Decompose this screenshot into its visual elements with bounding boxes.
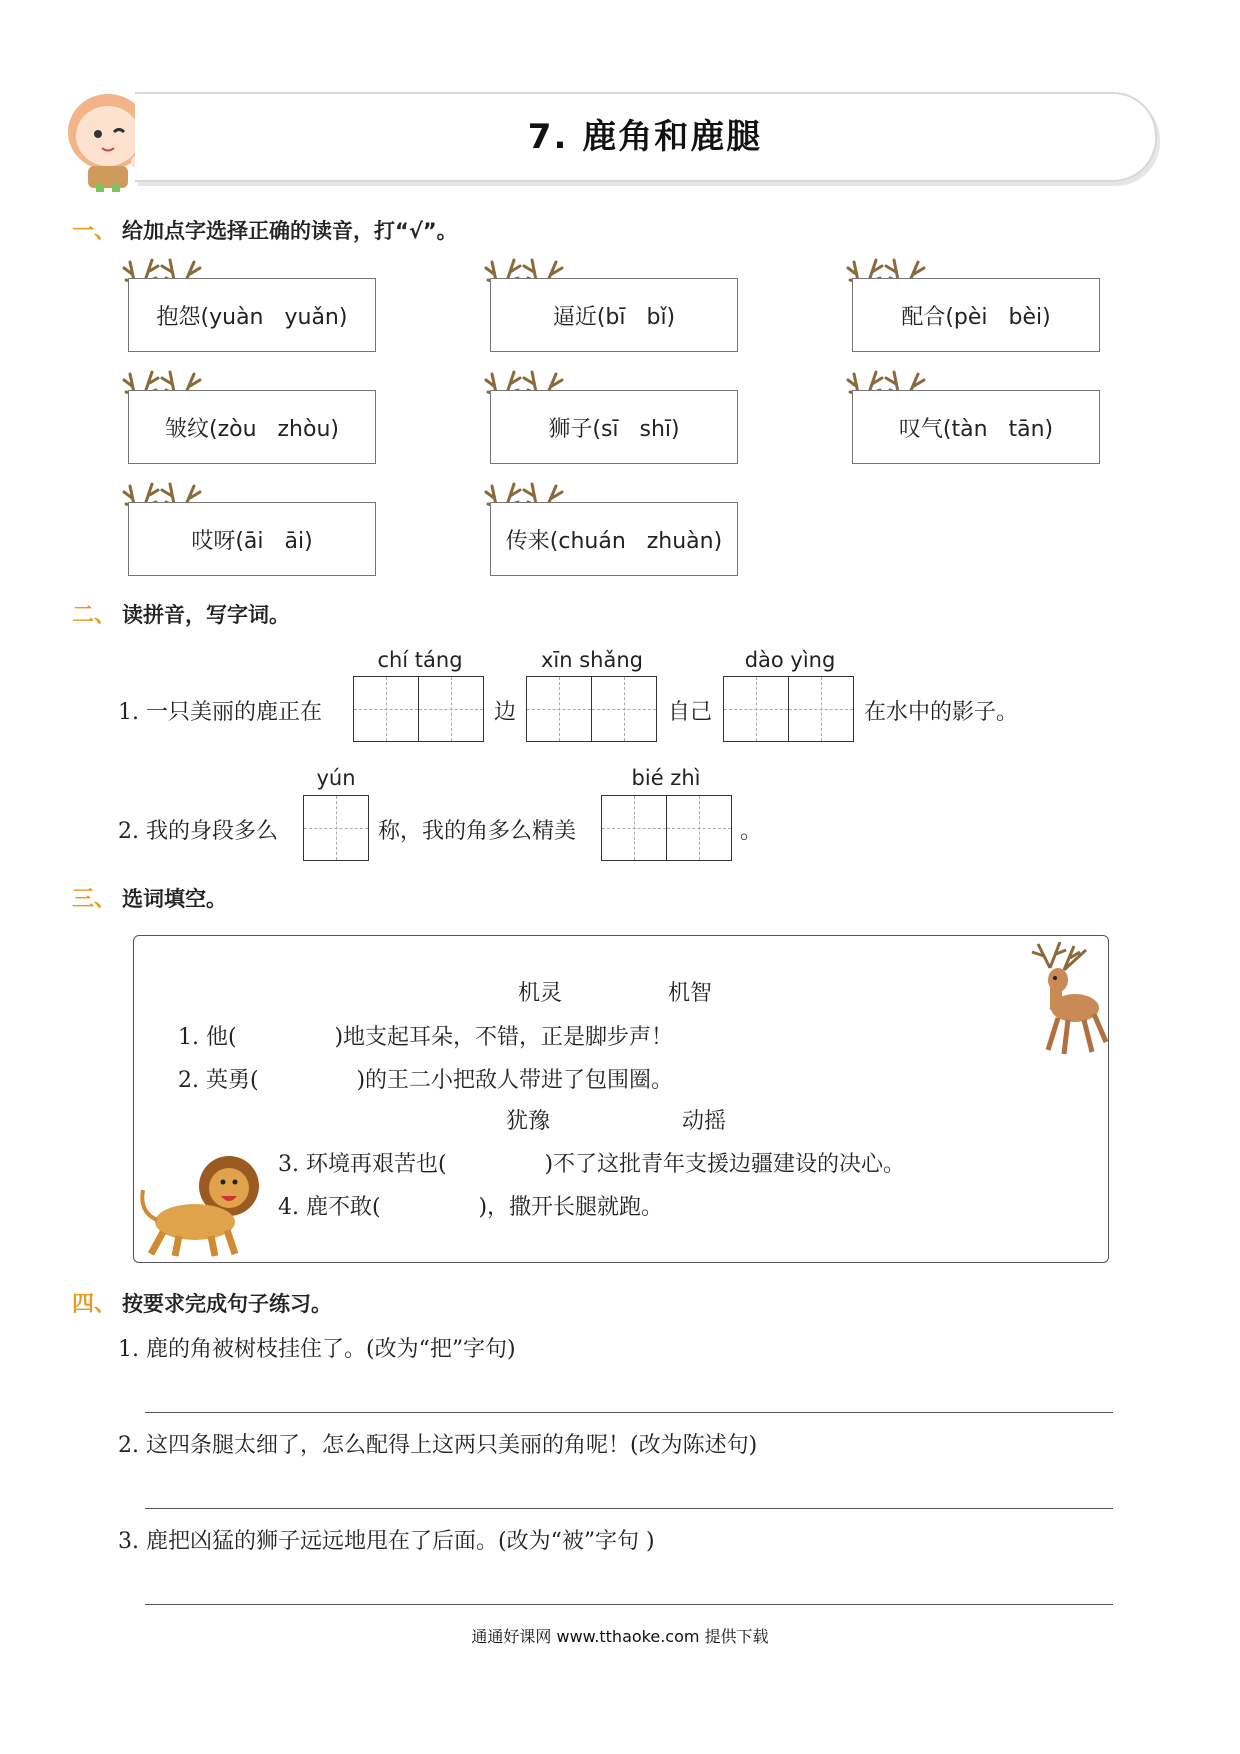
q1-pinyin-1: chí táng (377, 648, 463, 672)
pronunciation-item[interactable] (128, 390, 376, 464)
writing-cell[interactable] (601, 795, 667, 861)
section-2-text: 读拼音，写字词。 (122, 602, 291, 627)
writing-cell[interactable] (526, 676, 592, 742)
section-3-number: 三、 (72, 887, 117, 912)
q1-writing-box-1[interactable] (353, 676, 484, 742)
q2-writing-box-2[interactable] (601, 795, 732, 861)
q2-suffix: 。 (740, 819, 763, 844)
section-4-number: 四、 (72, 1292, 117, 1317)
fill-sentence-4: 4. 鹿不敢( )，撒开长腿就跑。 (278, 1195, 664, 1220)
fill-sentence-1: 1. 他( )地支起耳朵，不错，正是脚步声！ (178, 1025, 674, 1050)
pronunciation-item[interactable] (490, 278, 738, 352)
section-2-heading (72, 598, 290, 629)
q1-writing-box-2[interactable] (526, 676, 657, 742)
pronunciation-text: 狮子(sī shī) (548, 416, 680, 442)
section-1-text: 给加点字选择正确的读音，打“√”。 (122, 218, 458, 243)
q2-writing-box-1[interactable] (303, 795, 369, 861)
q1-mid-2: 自己 (668, 700, 713, 725)
fill-sentence-3: 3. 环境再艰苦也( )不了这批青年支援边疆建设的决心。 (278, 1152, 906, 1177)
writing-cell[interactable] (353, 676, 419, 742)
word-option-dongyao: 动摇 (682, 1109, 727, 1134)
writing-cell[interactable] (789, 676, 854, 742)
q2-pinyin-1: yún (316, 766, 356, 790)
answer-line-3[interactable] (145, 1604, 1113, 1605)
pronunciation-text: 传来(chuán zhuàn) (505, 528, 723, 554)
word-option-youyu: 犹豫 (506, 1109, 551, 1134)
section-1-number: 一、 (72, 219, 117, 244)
pronunciation-text: 哎呀(āi āi) (191, 528, 313, 554)
pronunciation-item[interactable] (852, 278, 1100, 352)
pronunciation-item[interactable] (490, 502, 738, 576)
q1-suffix: 在水中的影子。 (864, 700, 1019, 725)
q1-pinyin-3: dào yìng (744, 648, 836, 672)
section-2-number: 二、 (72, 603, 117, 628)
deer-illustration (1020, 938, 1110, 1058)
lion-illustration (135, 1150, 265, 1260)
sentence-task-3: 3. 鹿把凶猛的狮子远远地甩在了后面。(改为“被”字句 ) (118, 1529, 655, 1554)
title-banner (135, 92, 1157, 182)
answer-line-1[interactable] (145, 1412, 1113, 1413)
page-title: 7. 鹿角和鹿腿 (527, 117, 763, 157)
q1-pinyin-2: xīn shǎng (540, 648, 643, 672)
section-3-heading (72, 882, 227, 913)
word-option-jiling: 机灵 (518, 981, 563, 1006)
writing-cell[interactable] (419, 676, 484, 742)
sentence-task-1: 1. 鹿的角被树枝挂住了。(改为“把”字句) (118, 1337, 516, 1362)
q1-writing-box-3[interactable] (723, 676, 854, 742)
pronunciation-item[interactable] (128, 502, 376, 576)
pronunciation-text: 逼近(bī bǐ) (552, 304, 676, 330)
section-4-heading (72, 1287, 332, 1318)
section-1-heading (72, 214, 458, 245)
pronunciation-text: 叹气(tàn tān) (898, 416, 1054, 442)
section-3-text: 选词填空。 (122, 886, 228, 911)
pronunciation-item[interactable] (128, 278, 376, 352)
answer-line-2[interactable] (145, 1508, 1113, 1509)
word-option-jizhi: 机智 (668, 981, 713, 1006)
writing-cell[interactable] (303, 795, 369, 861)
fill-sentence-2: 2. 英勇( )的王二小把敌人带进了包围圈。 (178, 1068, 674, 1093)
writing-cell[interactable] (667, 795, 732, 861)
q2-prefix: 2. 我的身段多么 (118, 819, 278, 844)
footer-credit: 通通好课网 www.tthaoke.com 提供下载 (471, 1627, 769, 1646)
q2-mid-1: 称，我的角多么精美 (378, 819, 577, 844)
q1-mid-1: 边 (494, 700, 517, 725)
q1-prefix: 1. 一只美丽的鹿正在 (118, 700, 322, 725)
pronunciation-text: 配合(pèi bèi) (901, 304, 1051, 330)
sentence-task-2: 2. 这四条腿太细了，怎么配得上这两只美丽的角呢！(改为陈述句) (118, 1433, 758, 1458)
pronunciation-text: 抱怨(yuàn yuǎn) (156, 304, 348, 330)
pronunciation-item[interactable] (490, 390, 738, 464)
pronunciation-text: 皱纹(zòu zhòu) (165, 416, 339, 442)
section-4-text: 按要求完成句子练习。 (122, 1291, 333, 1316)
writing-cell[interactable] (723, 676, 789, 742)
writing-cell[interactable] (592, 676, 657, 742)
q2-pinyin-2: bié zhì (631, 766, 701, 790)
pronunciation-item[interactable] (852, 390, 1100, 464)
